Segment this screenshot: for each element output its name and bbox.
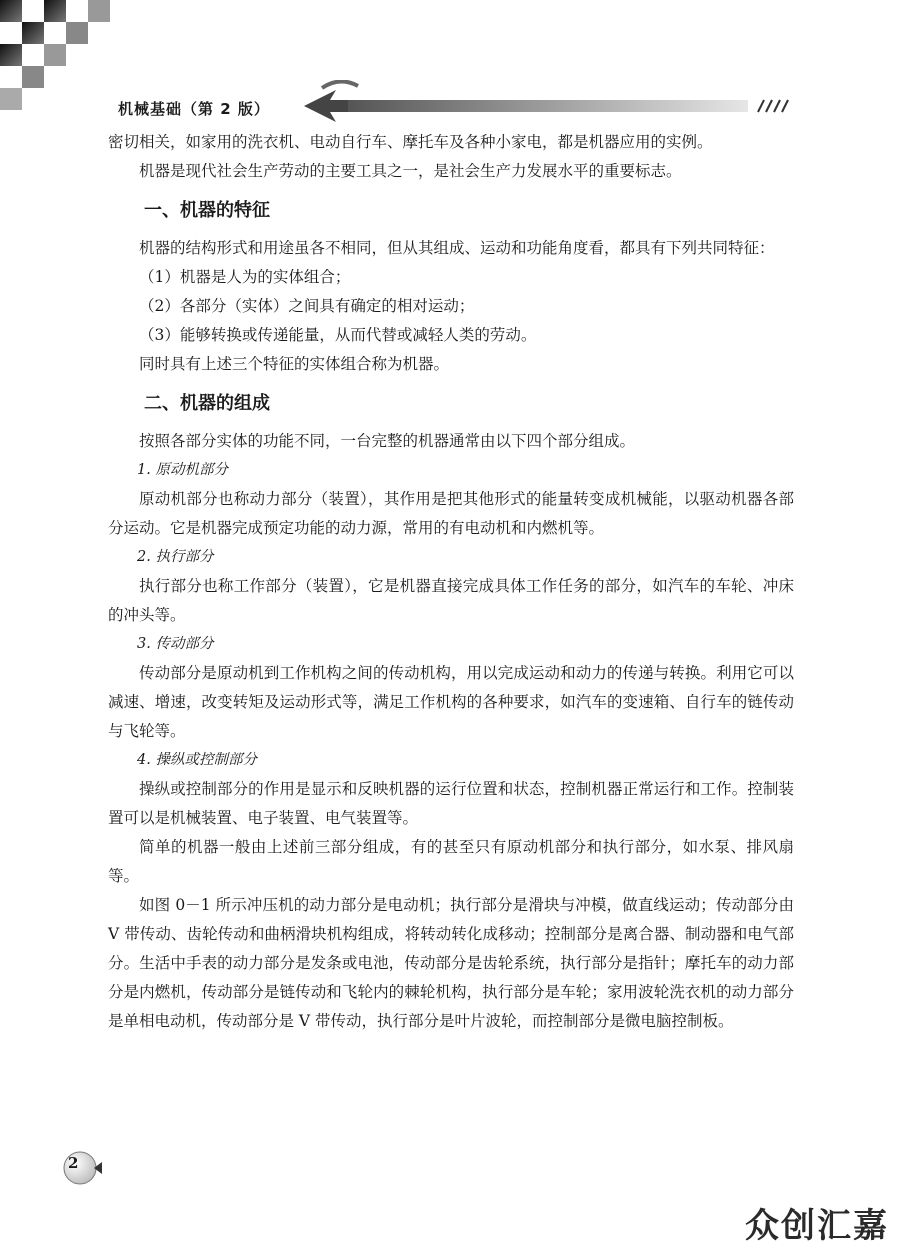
paragraph: 机器是现代社会生产劳动的主要工具之一，是社会生产力发展水平的重要标志。 (139, 162, 682, 180)
list-item: （1）机器是人为的实体组合； (139, 268, 351, 286)
paragraph: 按照各部分实体的功能不同，一台完整的机器通常由以下四个部分组成。 (139, 432, 636, 450)
paragraph: 原动机部分也称动力部分（装置），其作用是把其他形式的能量转变成机械能，以驱动机器各部分运动。它是机器完成预定功能的动力源，常用的有电动机和内燃机等。 (108, 490, 794, 537)
subsection-heading: 4. 操纵或控制部分 (137, 752, 257, 768)
corner-checker-decoration (0, 0, 120, 120)
paragraph: 操纵或控制部分的作用是显示和反映机器的运行位置和状态，控制机器正常运行和工作。控制装置可以是机械装置、电子装置、电气装置等。 (108, 780, 794, 827)
header-arrow-bar-decoration (300, 80, 820, 124)
paragraph: 简单的机器一般由上述前三部分组成，有的甚至只有原动机部分和执行部分，如水泵、排风扇等。 (108, 838, 794, 885)
body-text (108, 128, 794, 1036)
list-item: （3）能够转换或传递能量，从而代替或减轻人类的劳动。 (139, 326, 537, 344)
paragraph: 同时具有上述三个特征的实体组合称为机器。 (139, 355, 450, 373)
paragraph: 执行部分也称工作部分（装置），它是机器直接完成具体工作任务的部分，如汽车的车轮、冲床的冲头等。 (108, 577, 794, 624)
paragraph: 传动部分是原动机到工作机构之间的传动机构，用以完成运动和动力的传递与转换。利用它可以减速、增速，改变转矩及运动形式等，满足工作机构的各种要求，如汽车的变速箱、自行车的链传动与飞轮等。 (108, 664, 794, 740)
subsection-heading: 1. 原动机部分 (137, 462, 228, 478)
section-heading: 二、机器的组成 (144, 393, 270, 414)
watermark: 众创汇嘉 (745, 1206, 889, 1246)
list-item: （2）各部分（实体）之间具有确定的相对运动； (139, 297, 475, 315)
paragraph: 密切相关，如家用的洗衣机、电动自行车、摩托车及各种小家电，都是机器应用的实例。 (108, 133, 713, 151)
subsection-heading: 2. 执行部分 (137, 549, 214, 565)
paragraph: 如图 0－1 所示冲压机的动力部分是电动机；执行部分是滑块与冲模，做直线运动；传动部分由 V 带传动、齿轮传动和曲柄滑块机构组成，将转动转化成移动；控制部分是离合器、制动器和电气部分。生活中手表的动力部分是发条或电池，传动部分是齿轮系统，执行部分是指针；摩托车的动力部分是内燃机，传动部分是链传动和飞轮内的棘轮机构，执行部分是车轮；家用波轮洗衣机的动力部分是单相电动机，传动部分是 V 带传动，执行部分是叶片波轮，而控制部分是微电脑控制板。 (108, 896, 794, 1030)
paragraph: 机器的结构形式和用途虽各不相同，但从其组成、运动和功能角度看，都具有下列共同特征： (139, 239, 775, 257)
subsection-heading: 3. 传动部分 (137, 636, 214, 652)
section-heading: 一、机器的特征 (144, 200, 270, 221)
running-header-title: 机械基础（第 2 版） (118, 100, 270, 118)
page-number: 2 (68, 1154, 79, 1172)
